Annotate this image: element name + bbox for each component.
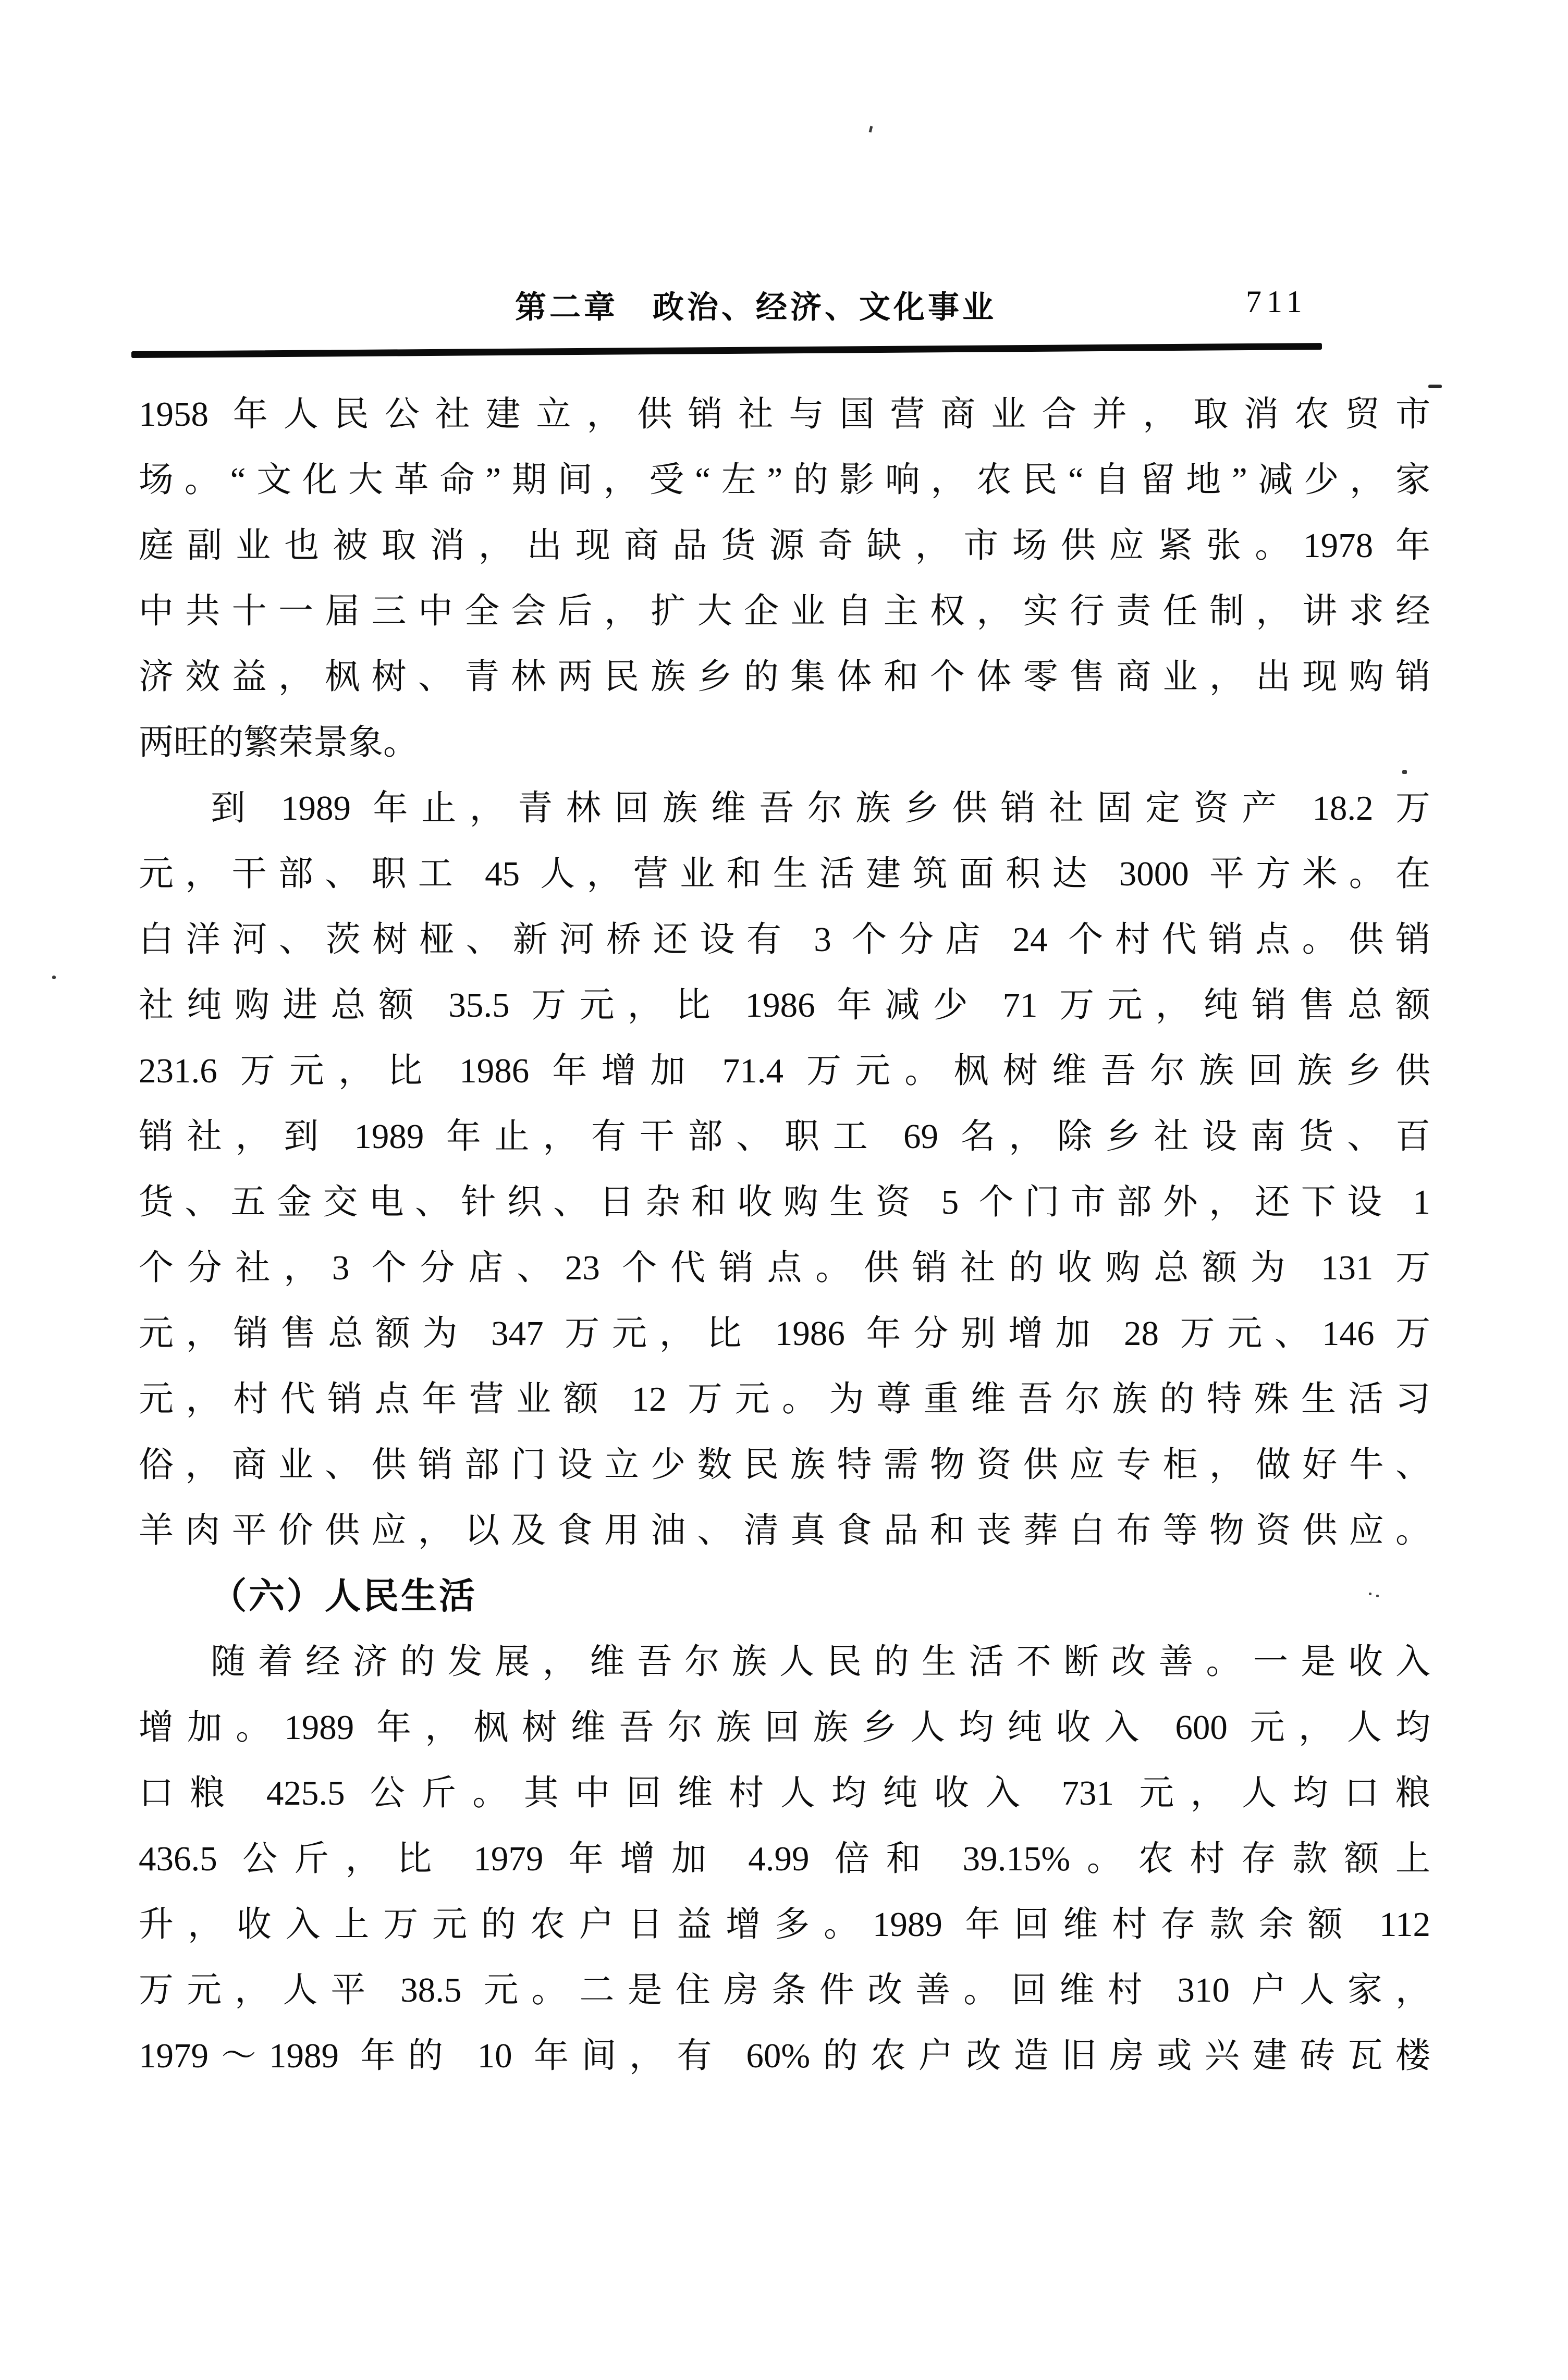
text-line: 货、五金交电、针织、日杂和收购生资 5 个门市部外，还下设 1 <box>139 1183 1430 1222</box>
text-line: 元，销售总额为 347 万元，比 1986 年分别增加 28 万元、146 万 <box>139 1314 1430 1353</box>
text-line: 1958 年人民公社建立，供销社与国营商业合并，取消农贸市 <box>139 395 1430 434</box>
header-rule <box>131 343 1322 358</box>
scan-artifact <box>52 976 56 979</box>
page-number: 711 <box>1246 285 1307 319</box>
scan-artifact <box>869 126 873 133</box>
text-line: 个分社，3 个分店、23 个代销点。供销社的收购总额为 131 万 <box>139 1249 1430 1287</box>
text-line: 增加。1989 年，枫树维吾尔族回族乡人均纯收入 600 元，人均 <box>139 1708 1430 1747</box>
text-line: 口粮 425.5 公斤。其中回维村人均纯收入 731 元，人均口粮 <box>139 1774 1430 1812</box>
text-line: 社纯购进总额 35.5 万元，比 1986 年减少 71 万元，纯销售总额 <box>139 986 1430 1025</box>
text-line: 庭副业也被取消，出现商品货源奇缺，市场供应紧张。1978 年 <box>139 526 1430 565</box>
text-line: 元，村代销点年营业额 12 万元。为尊重维吾尔族的特殊生活习 <box>139 1380 1430 1419</box>
text-line: 元，干部、职工 45 人，营业和生活建筑面积达 3000 平方米。在 <box>139 855 1430 893</box>
text-line: 到 1989 年止，青林回族维吾尔族乡供销社固定资产 18.2 万 <box>211 789 1430 828</box>
text-line: 俗，商业、供销部门设立少数民族特需物资供应专柜，做好牛、 <box>139 1446 1430 1484</box>
text-line: 1979～1989 年的 10 年间，有 60%的农户改造旧房或兴建砖瓦楼 <box>139 2037 1430 2075</box>
scan-artifact <box>1428 385 1442 388</box>
text-line: 231.6 万元，比 1986 年增加 71.4 万元。枫树维吾尔族回族乡供 <box>139 1052 1430 1090</box>
text-line: 436.5 公斤，比 1979 年增加 4.99 倍和 39.15%。农村存款额上 <box>139 1840 1430 1878</box>
scan-artifact <box>1402 770 1407 774</box>
text-line: 万元，人平 38.5 元。二是住房条件改善。回维村 310 户人家， <box>139 1971 1430 2009</box>
text-line: 中共十一届三中全会后，扩大企业自主权，实行责任制，讲求经 <box>139 592 1430 631</box>
scan-artifact <box>1369 1593 1371 1595</box>
section-heading: （六）人民生活 <box>211 1575 477 1617</box>
text-line: 羊肉平价供应，以及食用油、清真食品和丧葬白布等物资供应。 <box>139 1511 1430 1550</box>
text-line: 白洋河、茨树桠、新河桥还设有 3 个分店 24 个村代销点。供销 <box>139 920 1430 959</box>
text-line: 济效益，枫树、青林两民族乡的集体和个体零售商业，出现购销 <box>139 658 1430 696</box>
text-line: 随着经济的发展，维吾尔族人民的生活不断改善。一是收入 <box>211 1643 1430 1681</box>
text-line: 场。“文化大革命”期间，受“左”的影响，农民“自留地”减少，家 <box>139 461 1430 499</box>
chapter-title: 第二章 政治、经济、文化事业 <box>515 289 997 326</box>
text-line: 销社，到 1989 年止，有干部、职工 69 名，除乡社设南货、百 <box>139 1117 1430 1156</box>
text-line: 升，收入上万元的农户日益增多。1989 年回维村存款余额 112 <box>139 1905 1430 1944</box>
text-line: 两旺的繁荣景象。 <box>139 723 418 762</box>
